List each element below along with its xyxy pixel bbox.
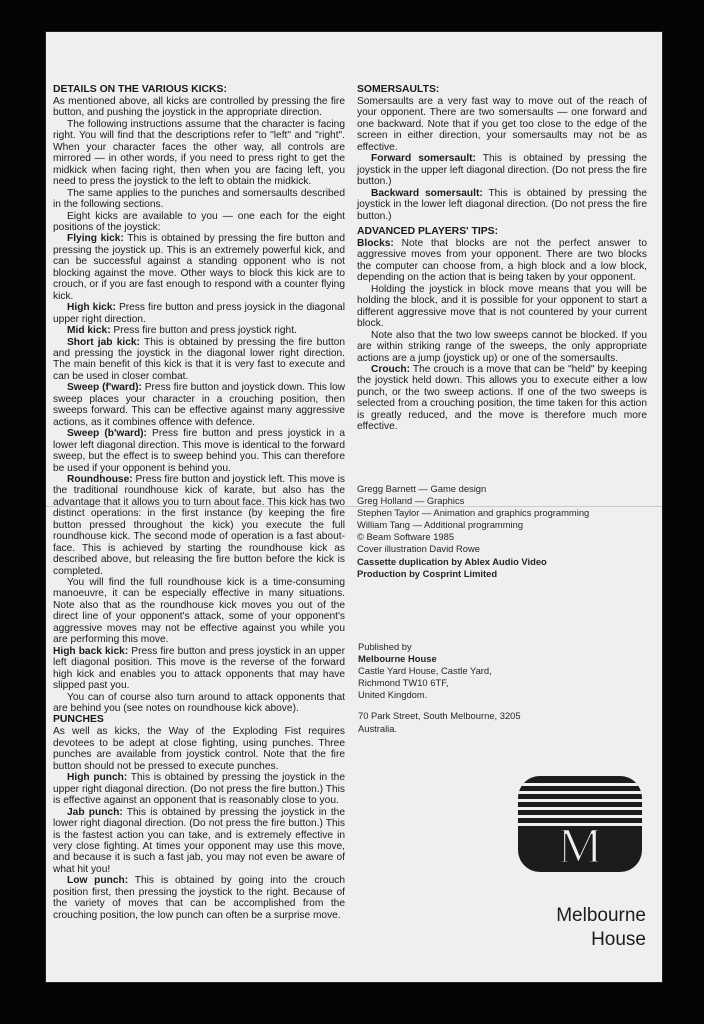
high-back-kick-title: High back kick:	[53, 645, 129, 657]
roundhouse-notes: You will find the full roundhouse kick is a time-consuming manoeuvre, it can be especially effective in many situations. Note also that as the roundhouse kick moves you out of the direct line of your opponent's attack, some of your opponent's aggressive moves may not be effective against you while you are performing this move.	[53, 577, 345, 646]
backward-somersault-title: Backward somersault:	[371, 187, 483, 199]
credit-cover: Cover illustration David Rowe	[357, 543, 480, 555]
roundhouse	[53, 474, 345, 577]
advanced-tips-heading: ADVANCED PLAYERS' TIPS:	[357, 225, 499, 237]
flying-kick	[53, 233, 345, 302]
address-uk-line2: Richmond TW10 6TF,	[358, 677, 449, 689]
logo-letter: M	[557, 817, 603, 872]
mid-kick	[53, 325, 345, 336]
blocks-text: Note that blocks are not the perfect answer to aggressive moves from your opponent. There are two blocks the computer can choose from, a high block and a low block, depending on the action that is being taken by your opponent.	[357, 237, 647, 284]
kicks-intro: As mentioned above, all kicks are controlled by pressing the fire button, and pushing the joystick in the appropriate direction.	[53, 96, 345, 119]
credit-game-design: Gregg Barnett — Game design	[357, 483, 487, 494]
brand-line-2: House	[591, 929, 646, 950]
short-jab-kick-title: Short jab kick:	[67, 336, 140, 348]
credit-animation: Stephen Taylor — Animation and graphics programming	[357, 507, 590, 519]
sweep-forward-title: Sweep (f'ward):	[67, 382, 142, 394]
kicks-para-2: The following instructions assume that the character is facing right. You will find that the descriptions refer to "left" and "right". When your character faces the other way, all controls are mirrored — in other words, if you need to press right to get the midkick when facing right, then when you are facing left, you need to press the joystick to the left to obtain the midkick.	[53, 118, 345, 188]
left-column	[53, 84, 345, 921]
credits-block	[357, 483, 647, 580]
credit-programming: William Tang — Additional programming	[357, 519, 524, 531]
jab-punch-text: This is obtained by pressing the joystick in the lower right diagonal direction. (Do not press the fire button.) This is the fastest action you can take, and is extremely effective in very close fighting. At times your opponent may use this move, and because it is such a fast jab, you may not even be aware of what hit you!	[53, 806, 345, 875]
backward-somersault-text: This is obtained by pressing the joystick in the lower left diagonal direction. (Do not press the fire button.)	[357, 187, 647, 222]
credit-production: Production by Cosprint Limited	[357, 567, 498, 579]
somersaults-heading: SOMERSAULTS:	[357, 84, 440, 95]
high-kick-text: Press fire button and press joysick in the diagonal upper right direction.	[53, 302, 345, 325]
address-au-line2: Australia.	[358, 722, 398, 734]
jab-punch-title: Jab punch:	[67, 806, 123, 818]
sweep-forward-text: Press fire button and joystick down. This low sweep places your character in a crouching position, then sweeps forward. This can be effective against many aggressive actions, as it combines offence with defence.	[53, 382, 346, 428]
brand-line-1: Melbourne	[556, 905, 646, 926]
mid-kick-text: Press fire button and press joystick right.	[110, 325, 297, 337]
publisher-name: Melbourne House	[358, 653, 437, 665]
copyright: © Beam Software 1985	[357, 531, 455, 543]
address-uk-line1: Castle Yard House, Castle Yard,	[358, 665, 492, 677]
short-jab-kick	[53, 337, 345, 383]
credit-duplication: Cassette duplication by Ablex Audio Video	[357, 555, 547, 567]
punches-heading: PUNCHES	[53, 714, 104, 726]
holding-block-tip: Holding the joystick in block move means that you will be holding the block, and it is possible for your opponent to start a different aggressive move that is not countered by your current block.	[357, 283, 647, 330]
low-sweeps-tip: Note also that the two low sweeps cannot be blocked. If you are within striking range of the sweeps, the only appropriate actions are a jump (joystick up) or one of the somersaults.	[357, 329, 647, 364]
flying-kick-title: Flying kick:	[67, 233, 124, 245]
backward-somersault	[357, 188, 647, 222]
publisher-block	[358, 641, 608, 735]
high-kick-title: High kick:	[67, 302, 116, 314]
crouch-text: The crouch is a move that can be "held" by keeping the joystick held down. This allows you to execute either a low punch, or the two sweep actions. If one of the two sweeps is selected from a crouching position, the time taken for this action is greatly reduced, and the move is therefore much more effective.	[357, 363, 647, 433]
forward-somersault	[357, 153, 647, 187]
instruction-sheet	[46, 32, 662, 982]
low-punch	[53, 875, 345, 921]
credit-graphics: Greg Holland — Graphics	[357, 495, 465, 507]
roundhouse-title: Roundhouse:	[67, 473, 133, 485]
right-column	[357, 84, 647, 433]
high-back-kick	[53, 646, 345, 692]
blocks-title: Blocks:	[357, 237, 394, 249]
blocks-tip	[357, 238, 647, 284]
kicks-para-3: The same applies to the punches and somersaults described in the following sections.	[53, 187, 345, 211]
brand-wordmark	[486, 904, 646, 952]
forward-somersault-text: This is obtained by pressing the joystick in the upper left diagonal direction. (Do not press the fire button.)	[357, 153, 647, 188]
address-uk-line3: United Kingdom.	[358, 689, 428, 701]
high-punch	[53, 772, 345, 806]
address-au-line1: 70 Park Street, South Melbourne, 3205	[358, 710, 521, 722]
turn-around-note: You can of course also turn around to attack opponents that are behind you (see notes on roundhouse kick above).	[53, 691, 345, 715]
short-jab-kick-text: This is obtained by pressing the fire button and pressing the joystick in the diagonal lower right direction. The main benefit of this kick is that it is very fast to execute and can be used in closer combat.	[53, 336, 345, 382]
mid-kick-title: Mid kick:	[67, 325, 111, 337]
sweep-backward-title: Sweep (b'ward):	[67, 428, 147, 440]
flying-kick-text: This is obtained by pressing the fire button and pressing the joystick up. This is an extremely powerful kick, and can be successful against a standing opponent who is not blocking against the move. Other ways to block this kick are to crouch, or if you are fast enough to respond with a counter flying kick.	[53, 233, 345, 302]
crouch-title: Crouch:	[371, 363, 411, 375]
sweep-forward	[53, 382, 345, 428]
low-punch-text: This is obtained by going into the crouch position first, then pressing the joystick to the right. Because of the variety of moves that can be accomplished from the crouching position, the low punch can often be a surprise move.	[53, 875, 345, 921]
low-punch-title: Low punch:	[67, 875, 129, 887]
punches-intro: As well as kicks, the Way of the Exploding Fist requires devotees to be adept at close fighting, using punches. Three punches are available from joystick control. Note that the fire button should not be pressed to execute punches.	[53, 726, 345, 772]
crouch-tip	[357, 364, 647, 433]
somersaults-intro: Somersaults are a very fast way to move out of the reach of your opponent. There are two somersaults — one forward and one backward. Note that if you get too close to the edge of the screen in either direction, your somersaults may not be as effective.	[357, 96, 647, 153]
sweep-backward	[53, 428, 345, 474]
high-back-kick-text: Press fire button and press joystick in an upper left diagonal position. This move is the reverse of the forward high kick and enables you to attack opponents that may have slipped past you.	[53, 645, 345, 692]
published-by-label: Published by	[358, 641, 412, 652]
kicks-heading: DETAILS ON THE VARIOUS KICKS:	[53, 84, 227, 95]
high-punch-text: This is obtained by pressing the joystick in the upper right diagonal direction. (Do not press the fire button.) This is effective against an opponent that is reasonably close to you.	[53, 772, 345, 807]
high-punch-title: High punch:	[67, 772, 128, 784]
roundhouse-text: Press fire button and joystick left. This move is the traditional roundhouse kick of karate, but also has the advantage that it allows you to turn about face. This kick has two distinct operations: in the first instance (by keeping the fire button pressed throughout the kick) you execute the full roundhouse kick. The second mode of operation is a fast about-face. This is achieved by starting the roundhouse kick as described above, but releasing the fire button before the kick is completed.	[53, 473, 345, 577]
jab-punch	[53, 807, 345, 876]
kicks-para-4: Eight kicks are available to you — one each for the eight positions of the joystick:	[53, 210, 345, 233]
melbourne-house-logo-icon	[518, 776, 642, 872]
sweep-backward-text: Press fire button and press joystick in a lower left diagonal direction. This move is identical to the forward sweep, but the effect is to sweep behind you. This can therefore be used if your opponent is behind you.	[53, 428, 345, 474]
high-kick	[53, 302, 345, 325]
forward-somersault-title: Forward somersault:	[371, 153, 476, 165]
